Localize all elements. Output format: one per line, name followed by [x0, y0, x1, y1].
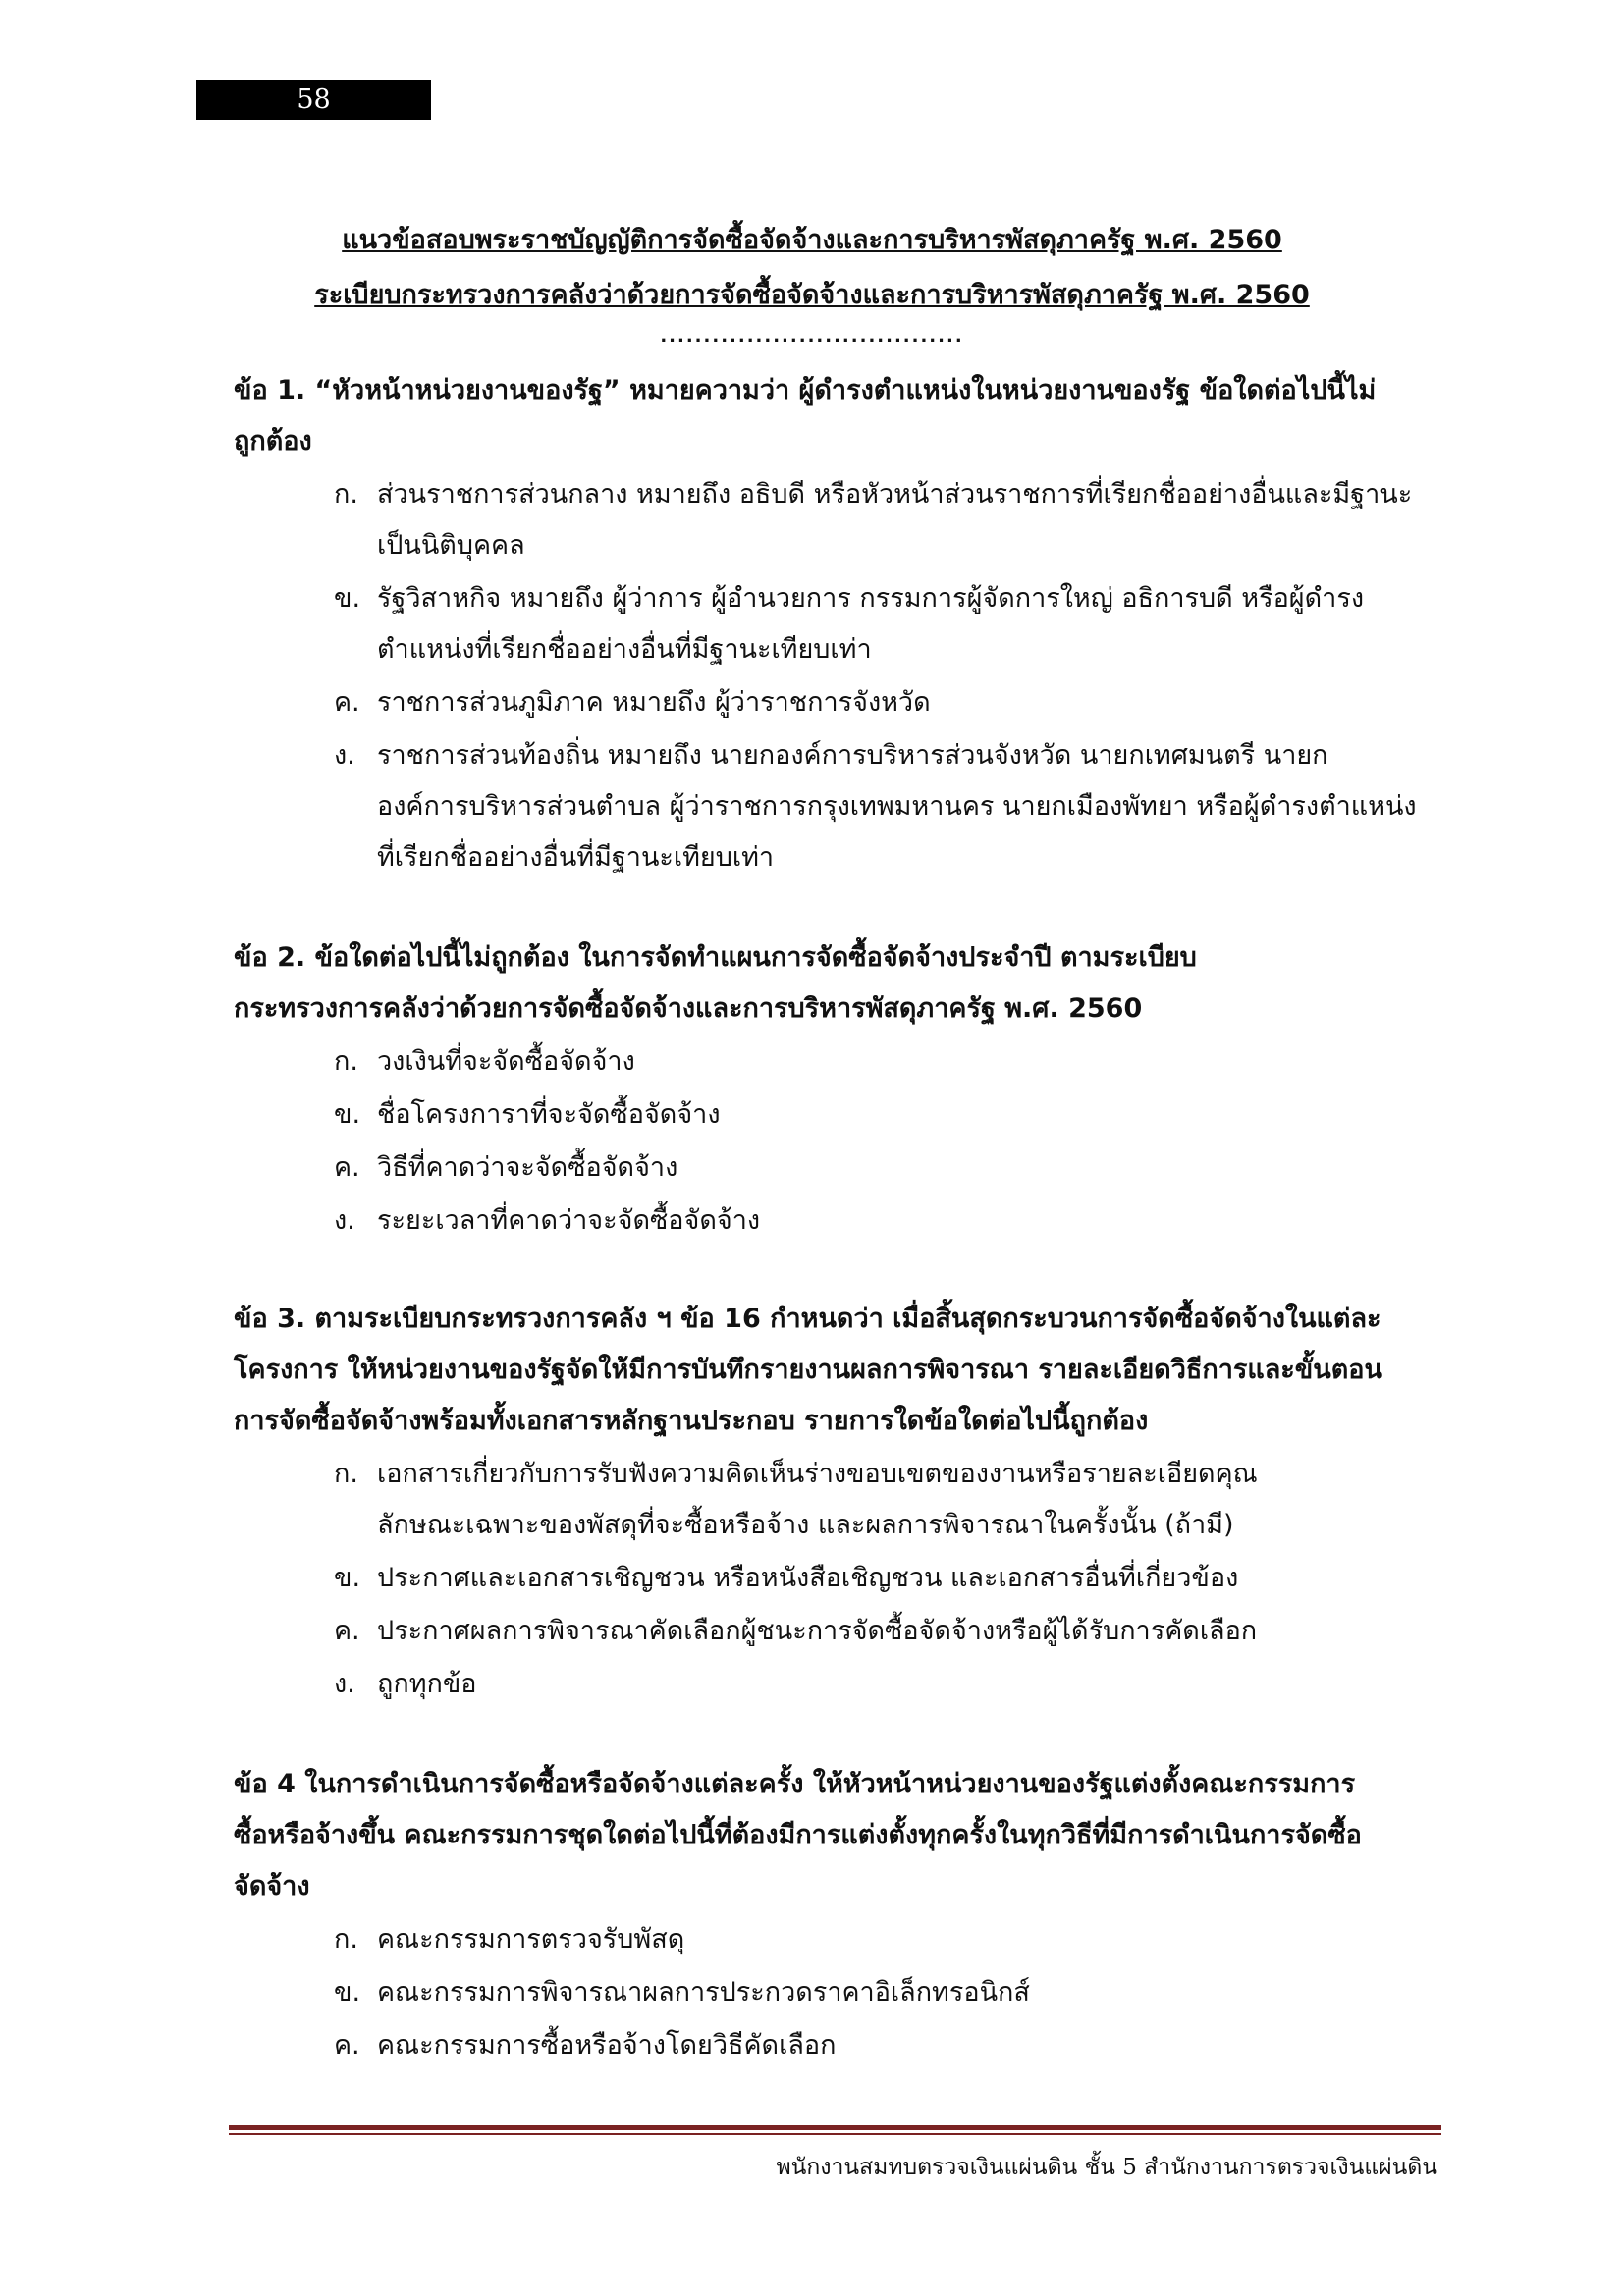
- option-text: [377, 1606, 1257, 1657]
- option-text-line: วิธีที่คาดว่าจะจัดซื้อจัดจ้าง: [377, 1152, 678, 1183]
- option-marker: ง.: [334, 1205, 355, 1236]
- option-text-line: รัฐวิสาหกิจ หมายถึง ผู้ว่าการ ผู้อำนวยการ กรรมการผู้จัดการใหญ่ อธิการบดี หรือผู้ดำรง: [377, 583, 1364, 614]
- question-4: [234, 1759, 1439, 1912]
- option-marker: ข.: [334, 1563, 361, 1593]
- option-text: [377, 1090, 721, 1141]
- question-text-line: จัดจ้าง: [234, 1871, 310, 1901]
- option-text: [377, 730, 1417, 883]
- option-text-line: ระยะเวลาที่คาดว่าจะจัดซื้อจัดจ้าง: [377, 1205, 761, 1236]
- footer-text: พนักงานสมทบตรวจเงินแผ่นดิน ชั้น 5 สำนักงานการตรวจเงินแผ่นดิน: [776, 2155, 1437, 2180]
- option-text: [377, 1037, 635, 1088]
- footer-rule-thin: [229, 2133, 1441, 2135]
- question-text-line: ถูกต้อง: [234, 426, 312, 456]
- option-text: [377, 1143, 677, 1194]
- option-text: [377, 469, 1412, 571]
- option-text-line: เป็นนิติบุคคล: [377, 530, 525, 561]
- question-text-line: ข้อ 3. ตามระเบียบกระทรวงการคลัง ฯ ข้อ 16 กำหนดว่า เมื่อสิ้นสุดกระบวนการจัดซื้อจัดจ้างในแต่ละ: [234, 1304, 1381, 1334]
- option-text-line: องค์การบริหารส่วนตำบล ผู้ว่าราชการกรุงเทพมหานคร นายกเมืองพัทยา หรือผู้ดำรงตำแหน่ง: [377, 791, 1417, 822]
- option-marker: ค.: [334, 2030, 360, 2060]
- document-title-line-2: ระเบียบกระทรวงการคลังว่าด้วยการจัดซื้อจัดจ้างและการบริหารพัสดุภาครัฐ พ.ศ. 2560: [314, 280, 1310, 310]
- option-text-line: คณะกรรมการซื้อหรือจ้างโดยวิธีคัดเลือก: [377, 2030, 837, 2060]
- option-text-line: ลักษณะเฉพาะของพัสดุที่จะซื้อหรือจ้าง และผลการพิจารณาในครั้งนั้น (ถ้ามี): [377, 1510, 1234, 1540]
- option-text-line: ราชการส่วนท้องถิ่น หมายถึง นายกองค์การบริหารส่วนจังหวัด นายกเทศมนตรี นายก: [377, 740, 1328, 771]
- question-text-line: โครงการ ให้หน่วยงานของรัฐจัดให้มีการบันทึกรายงานผลการพิจารณา รายละเอียดวิธีการและขั้นตอน: [234, 1355, 1382, 1385]
- option-text: [377, 1659, 477, 1710]
- option-text-line: ถูกทุกข้อ: [377, 1669, 477, 1699]
- option-text: [377, 1553, 1238, 1604]
- option-marker: ข.: [334, 583, 361, 614]
- option-text-line: ประกาศและเอกสารเชิญชวน หรือหนังสือเชิญชวน และเอกสารอื่นที่เกี่ยวข้อง: [377, 1563, 1239, 1593]
- option-text-line: คณะกรรมการตรวจรับพัสดุ: [377, 1924, 685, 1954]
- option-text-line: วงเงินที่จะจัดซื้อจัดจ้าง: [377, 1046, 635, 1077]
- option-text: [377, 1449, 1258, 1551]
- option-text-line: ชื่อโครงการาที่จะจัดซื้อจัดจ้าง: [377, 1099, 721, 1130]
- option-marker: ง.: [334, 1669, 355, 1699]
- option-marker: ข.: [334, 1977, 361, 2007]
- option-text-line: ที่เรียกชื่ออย่างอื่นที่มีฐานะเทียบเท่า: [377, 842, 775, 873]
- question-text-line: ข้อ 1. “หัวหน้าหน่วยงานของรัฐ” หมายความว่า ผู้ดำรงตำแหน่งในหน่วยงานของรัฐ ข้อใดต่อไปนี้ไม่: [234, 375, 1377, 405]
- option-marker: ค.: [334, 1152, 360, 1183]
- question-text-line: กระทรวงการคลังว่าด้วยการจัดซื้อจัดจ้างและการบริหารพัสดุภาครัฐ พ.ศ. 2560: [234, 993, 1143, 1024]
- document-title-line-1: แนวข้อสอบพระราชบัญญัติการจัดซื้อจัดจ้างและการบริหารพัสดุภาครัฐ พ.ศ. 2560: [342, 225, 1282, 255]
- option-text: [377, 677, 931, 728]
- option-text: [377, 1967, 1030, 2018]
- question-1: [234, 365, 1439, 467]
- title-separator: ...................................: [660, 326, 964, 347]
- option-marker: ก.: [334, 1459, 358, 1489]
- page-number: 58: [196, 80, 431, 120]
- option-marker: ค.: [334, 687, 360, 718]
- question-3: [234, 1294, 1439, 1447]
- option-text-line: ราชการส่วนภูมิภาค หมายถึง ผู้ว่าราชการจังหวัด: [377, 687, 931, 718]
- option-text-line: เอกสารเกี่ยวกับการรับฟังความคิดเห็นร่างขอบเขตของงานหรือรายละเอียดคุณ: [377, 1459, 1258, 1489]
- option-text: [377, 573, 1364, 675]
- option-text-line: คณะกรรมการพิจารณาผลการประกวดราคาอิเล็กทรอนิกส์: [377, 1977, 1030, 2007]
- question-2: [234, 933, 1439, 1035]
- footer-rule: [229, 2125, 1441, 2130]
- question-text-line: ซื้อหรือจ้างขึ้น คณะกรรมการชุดใดต่อไปนี้ที่ต้องมีการแต่งตั้งทุกครั้งในทุกวิธีที่มีการดำเนินการจัดซื้อ: [234, 1820, 1362, 1850]
- option-marker: ง.: [334, 740, 355, 771]
- question-text-line: ข้อ 4 ในการดำเนินการจัดซื้อหรือจัดจ้างแต่ละครั้ง ให้หัวหน้าหน่วยงานของรัฐแต่งตั้งคณะกรรมการ: [234, 1769, 1356, 1799]
- option-text-line: ตำแหน่งที่เรียกชื่ออย่างอื่นที่มีฐานะเทียบเท่า: [377, 634, 872, 665]
- option-marker: ก.: [334, 479, 358, 509]
- option-text-line: ประกาศผลการพิจารณาคัดเลือกผู้ชนะการจัดซื้อจัดจ้างหรือผู้ได้รับการคัดเลือก: [377, 1616, 1258, 1646]
- option-text: [377, 1196, 760, 1247]
- question-text-line: ข้อ 2. ข้อใดต่อไปนี้ไม่ถูกต้อง ในการจัดทำแผนการจัดซื้อจัดจ้างประจำปี ตามระเบียบ: [234, 942, 1197, 973]
- option-text: [377, 1914, 684, 1965]
- option-marker: ค.: [334, 1616, 360, 1646]
- option-marker: ก.: [334, 1046, 358, 1077]
- option-marker: ข.: [334, 1099, 361, 1130]
- option-marker: ก.: [334, 1924, 358, 1954]
- question-text-line: การจัดซื้อจัดจ้างพร้อมทั้งเอกสารหลักฐานประกอบ รายการใดข้อใดต่อไปนี้ถูกต้อง: [234, 1406, 1149, 1436]
- option-text-line: ส่วนราชการส่วนกลาง หมายถึง อธิบดี หรือหัวหน้าส่วนราชการที่เรียกชื่ออย่างอื่นและมีฐานะ: [377, 479, 1413, 509]
- option-text: [377, 2020, 836, 2071]
